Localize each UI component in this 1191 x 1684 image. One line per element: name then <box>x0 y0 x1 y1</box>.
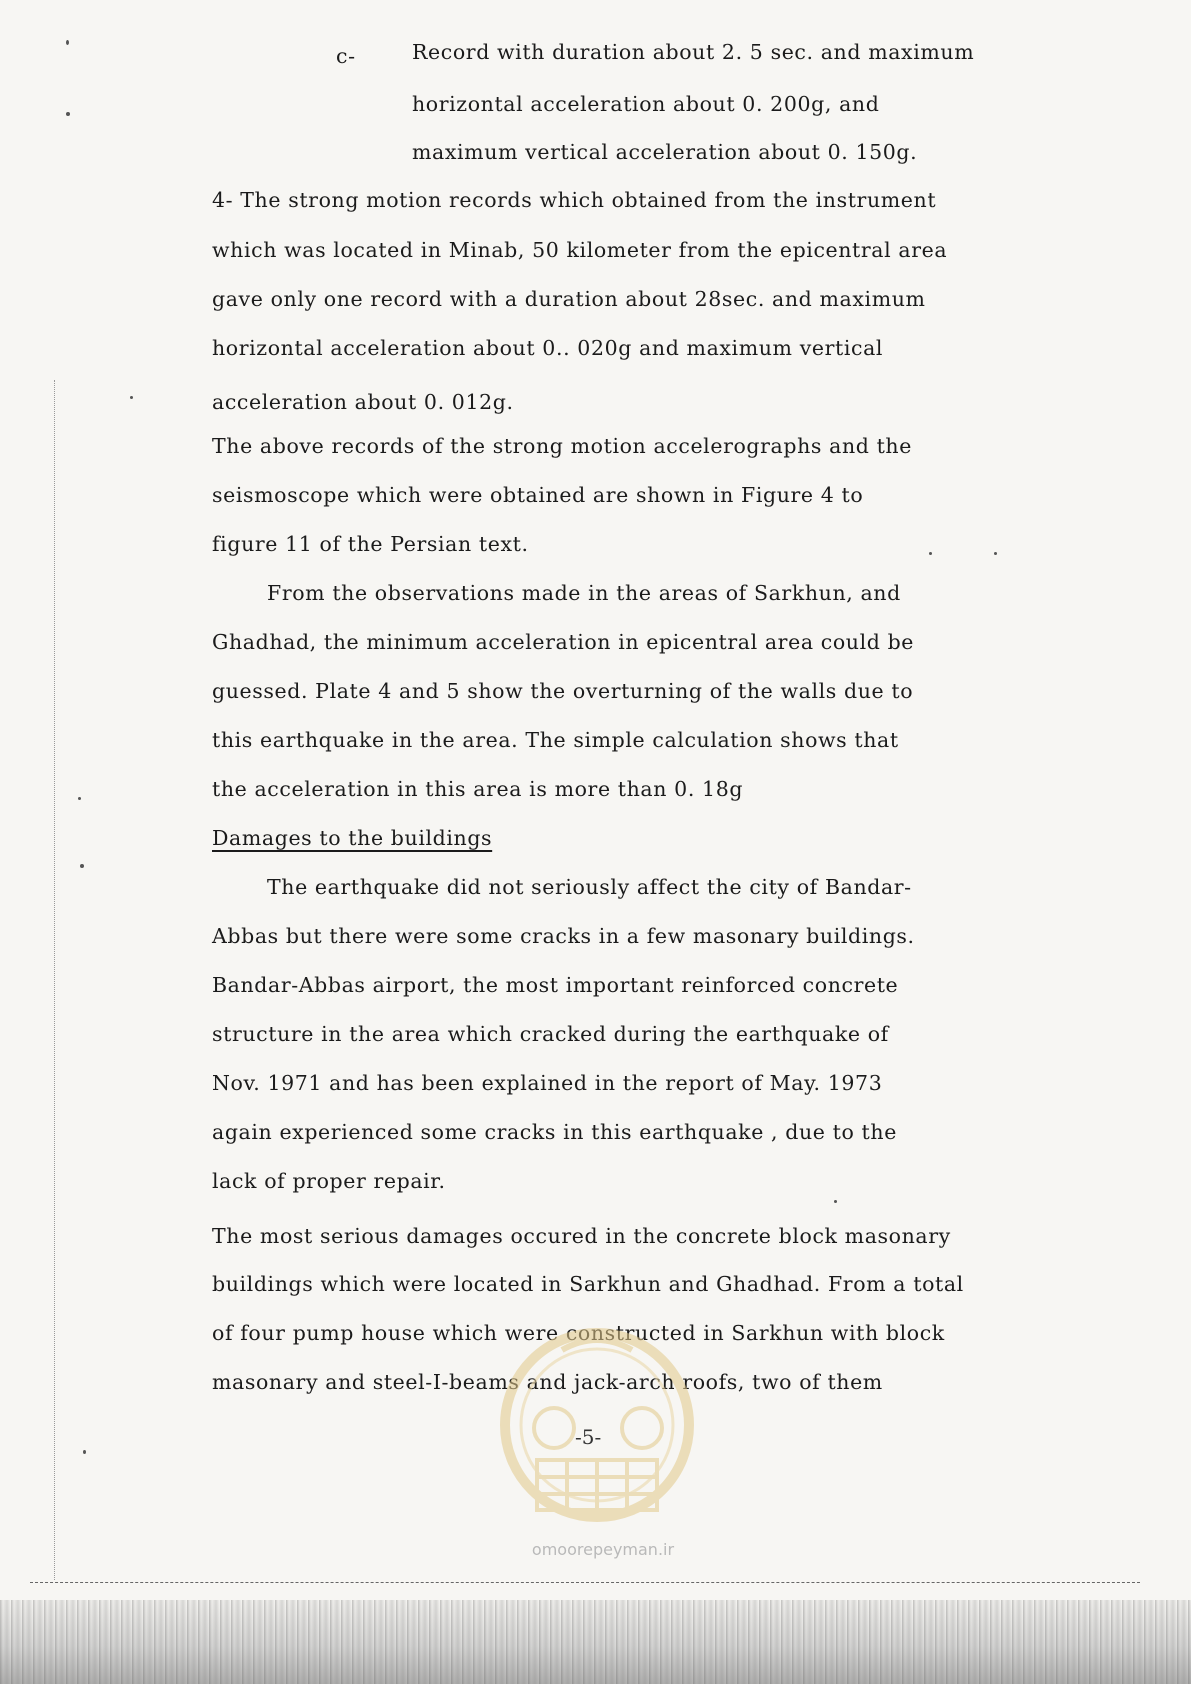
text-line: masonary and steel-I-beams and jack-arch roofs, two of them <box>212 1370 883 1394</box>
text-line: The above records of the strong motion accelerographs and the <box>212 434 912 458</box>
text-line: acceleration about 0. 012g. <box>212 390 514 414</box>
section-heading: Damages to the buildings <box>212 826 493 850</box>
text-line: this earthquake in the area. The simple calculation shows that <box>212 728 899 752</box>
text-line: The most serious damages occured in the concrete block masonary <box>212 1224 951 1248</box>
scan-speck <box>834 1200 837 1203</box>
scan-margin-line <box>54 380 55 1580</box>
text-line: guessed. Plate 4 and 5 show the overturning of the walls due to <box>212 679 914 703</box>
text-line: seismoscope which were obtained are shown in Figure 4 to <box>212 483 864 507</box>
page-number: -5- <box>575 1425 602 1449</box>
text-line: again experienced some cracks in this earthquake , due to the <box>212 1120 897 1144</box>
text-line: maximum vertical acceleration about 0. 150g. <box>412 140 918 164</box>
text-line: lack of proper repair. <box>212 1169 446 1193</box>
scan-speck <box>130 396 133 399</box>
text-line: structure in the area which cracked during the earthquake of <box>212 1022 889 1046</box>
text-line: horizontal acceleration about 0.. 020g and maximum vertical <box>212 336 884 360</box>
text-line: c- <box>336 44 356 68</box>
text-line: the acceleration in this area is more than 0. 18g <box>212 777 744 801</box>
text-line: gave only one record with a duration about 28sec. and maximum <box>212 287 926 311</box>
scan-speck <box>994 552 997 555</box>
scan-speck <box>66 112 70 116</box>
text-line: From the observations made in the areas of Sarkhun, and <box>267 581 901 605</box>
scan-speck <box>80 864 84 868</box>
text-line: 4- The strong motion records which obtained from the instrument <box>212 188 937 212</box>
text-line: horizontal acceleration about 0. 200g, and <box>412 92 880 116</box>
watermark-text: omoorepeyman.ir <box>531 1540 675 1559</box>
text-line: Nov. 1971 and has been explained in the report of May. 1973 <box>212 1071 883 1095</box>
scan-speck <box>66 40 69 45</box>
text-line: The earthquake did not seriously affect the city of Bandar- <box>267 875 912 899</box>
scan-speck <box>83 1450 86 1454</box>
text-line: of four pump house which were constructed in Sarkhun with block <box>212 1321 945 1345</box>
text-line: Ghadhad, the minimum acceleration in epicentral area could be <box>212 630 915 654</box>
scan-speck <box>929 552 932 555</box>
text-line: buildings which were located in Sarkhun and Ghadhad. From a total <box>212 1272 964 1296</box>
text-line: Bandar-Abbas airport, the most important reinforced concrete <box>212 973 899 997</box>
text-line: which was located in Minab, 50 kilometer from the epicentral area <box>212 238 948 262</box>
scan-bottom-noise <box>0 1600 1191 1684</box>
scan-edge-line <box>30 1582 1140 1583</box>
text-line: Abbas but there were some cracks in a few masonary buildings. <box>212 924 915 948</box>
scan-speck <box>78 797 81 800</box>
text-line: figure 11 of the Persian text. <box>212 532 529 556</box>
text-line: Record with duration about 2. 5 sec. and maximum <box>412 40 975 64</box>
